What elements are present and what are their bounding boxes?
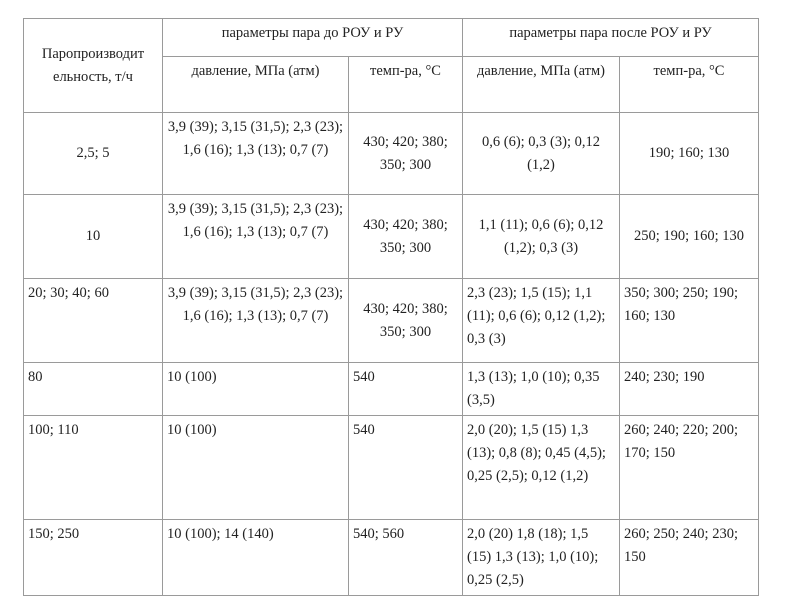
pressure-before-cell: 10 (100) [163,363,349,416]
temp-after-cell: 350; 300; 250; 190; 160; 130 [620,279,759,363]
capacity-cell: 80 [24,363,163,416]
header-temp-before: темп-ра, °С [349,57,463,113]
temp-before-cell: 540; 560 [349,520,463,596]
document-sheet [23,18,759,596]
header-group-after: параметры пара после РОУ и РУ [463,19,759,57]
temp-after-cell: 260; 240; 220; 200; 170; 150 [620,416,759,520]
temp-after-cell: 240; 230; 190 [620,363,759,416]
capacity-cell: 150; 250 [24,520,163,596]
pressure-after-cell: 2,0 (20); 1,5 (15) 1,3 (13); 0,8 (8); 0,45 (4,5); 0,25 (2,5); 0,12 (1,2) [463,416,620,520]
pressure-after-cell: 2,3 (23); 1,5 (15); 1,1 (11); 0,6 (6); 0,12 (1,2); 0,3 (3) [463,279,620,363]
steam-parameters-table [23,18,759,596]
pressure-after-cell: 1,3 (13); 1,0 (10); 0,35 (3,5) [463,363,620,416]
pressure-after-cell: 0,6 (6); 0,3 (3); 0,12 (1,2) [463,113,620,195]
temp-before-cell: 540 [349,363,463,416]
capacity-cell: 20; 30; 40; 60 [24,279,163,363]
capacity-cell: 100; 110 [24,416,163,520]
table-row [24,279,759,363]
table-row [24,195,759,279]
pressure-before-cell: 10 (100) [163,416,349,520]
temp-after-cell: 250; 190; 160; 130 [620,195,759,279]
header-temp-after: темп-ра, °С [620,57,759,113]
capacity-cell: 2,5; 5 [24,113,163,195]
temp-before-cell: 540 [349,416,463,520]
temp-before-cell: 430; 420; 380; 350; 300 [349,195,463,279]
header-row-1 [24,19,759,57]
table-row [24,113,759,195]
temp-after-cell: 260; 250; 240; 230; 150 [620,520,759,596]
table-row [24,520,759,596]
pressure-before-cell: 3,9 (39); 3,15 (31,5); 2,3 (23); 1,6 (16); 1,3 (13); 0,7 (7) [163,279,349,363]
temp-before-cell: 430; 420; 380; 350; 300 [349,279,463,363]
temp-before-cell: 430; 420; 380; 350; 300 [349,113,463,195]
pressure-before-cell: 3,9 (39); 3,15 (31,5); 2,3 (23); 1,6 (16); 1,3 (13); 0,7 (7) [163,113,349,195]
header-group-before: параметры пара до РОУ и РУ [163,19,463,57]
pressure-before-cell: 10 (100); 14 (140) [163,520,349,596]
pressure-after-cell: 2,0 (20) 1,8 (18); 1,5 (15) 1,3 (13); 1,0 (10); 0,25 (2,5) [463,520,620,596]
header-pressure-before: давление, МПа (атм) [163,57,349,113]
table-row [24,416,759,520]
temp-after-cell: 190; 160; 130 [620,113,759,195]
pressure-before-cell: 3,9 (39); 3,15 (31,5); 2,3 (23); 1,6 (16); 1,3 (13); 0,7 (7) [163,195,349,279]
table-row [24,363,759,416]
capacity-cell: 10 [24,195,163,279]
pressure-after-cell: 1,1 (11); 0,6 (6); 0,12 (1,2); 0,3 (3) [463,195,620,279]
header-pressure-after: давление, МПа (атм) [463,57,620,113]
header-capacity: Паропроизводит ельность, т/ч [24,19,163,113]
